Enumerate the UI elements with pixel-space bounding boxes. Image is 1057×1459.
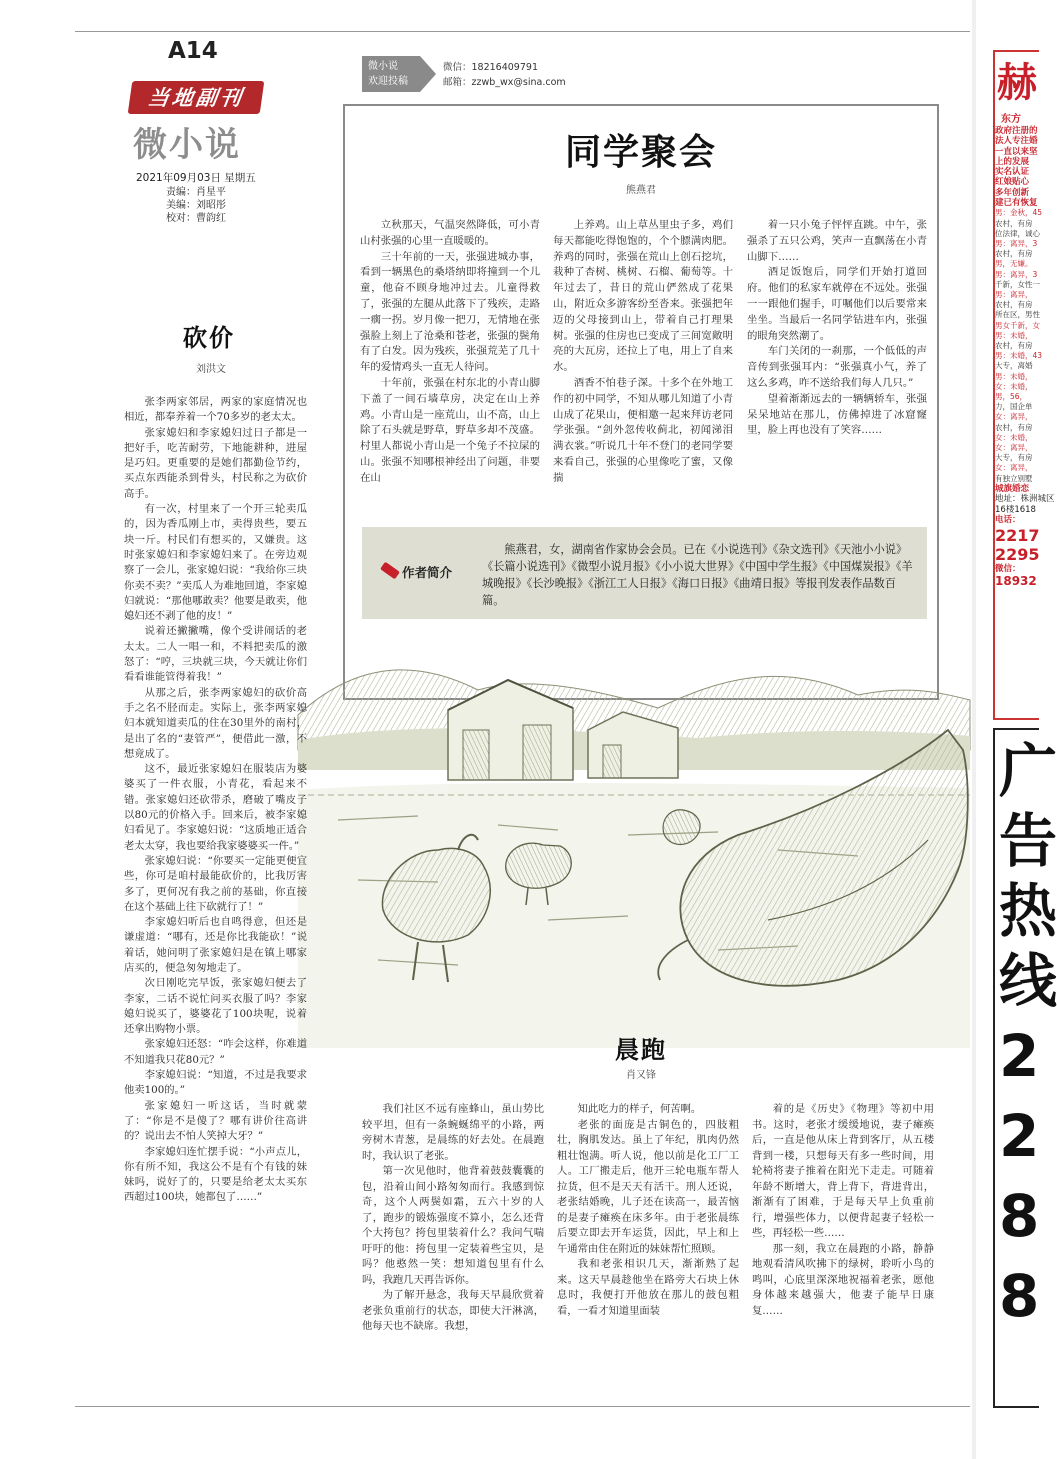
right-ad-subtitle: 东方 bbox=[1001, 114, 1021, 125]
section-title: 微小说 bbox=[133, 125, 241, 165]
ad-listing: 男：离异，3 bbox=[995, 238, 1038, 248]
bottom-story-author: 肖又锋 bbox=[626, 1070, 656, 1081]
paragraph: 知此吃力的样子，何苦啊。 bbox=[577, 1103, 702, 1115]
submission-tag-arrow bbox=[420, 56, 436, 92]
paragraph: 张家媳妇一听这话，当时就蒙了：“你是不是傻了？哪有讲价往高讲的？说出去不怕人笑掉大牙？” bbox=[124, 1099, 307, 1143]
paragraph: 我们社区不远有座蜂山，虽山势比较平坦，但有一条蜿蜒绵平的小路，两旁树木青葱，是晨练的好去处。在晨跑时，我认识了老张。 bbox=[362, 1103, 544, 1162]
ad-listing: 男：未婚， bbox=[995, 371, 1033, 381]
right-ad-brand: 赫 bbox=[997, 59, 1037, 106]
right-ad-separator bbox=[972, 0, 976, 1459]
paragraph: 我和老张相识几天，渐渐熟了起来。这天早晨趁他坐在路旁大石块上休息时，我便打开他放在那儿的鼓包粗看，一看才知道里面装 bbox=[557, 1258, 739, 1317]
main-story-column-1 bbox=[360, 218, 540, 487]
paragraph: 李家媳妇说：“知道，不过是我要求他卖100的。” bbox=[124, 1069, 307, 1097]
left-story-title: 砍价 bbox=[183, 323, 235, 352]
ad-listing: 男，无嫌。 bbox=[995, 259, 1033, 269]
column-logo-text: 当地副刊 bbox=[146, 85, 246, 110]
bottom-story-column-3 bbox=[752, 1102, 934, 1319]
ad-listing: 农村，有房 bbox=[995, 300, 1033, 310]
ad-listing: 女：离异， bbox=[995, 412, 1033, 422]
staff-editor: 责编：肖星平 bbox=[166, 187, 226, 198]
paragraph: 三十年前的一天，张强进城办事，看到一辆黑色的桑塔纳即将撞到一个儿童，他奋不顾身地冲过去。儿童得救了，张强的左腿从此落下了残疾，走路一瘸一拐。岁月像一把刀，无情地在张强脸上刻上了沧桑和苍老，张强的鬓角有了白发。因为残疾，张强荒芜了几十年的爱情鸡头一直无人待问。 bbox=[360, 250, 540, 374]
ad-line: 法人专注婚 bbox=[995, 136, 1038, 147]
paragraph: 说着还撇撇嘴，像个受讲闹话的老太太。二人一唱一和，不料把卖瓜的激怒了：“哼，三块就三块，今天就让你们看看谁能管得着我！” bbox=[124, 625, 307, 684]
paragraph: 为了解开悬念，我每天早晨欣赏着老张负重前行的状态，即使大汗淋漓，他每天也不缺席。我想， bbox=[362, 1289, 544, 1332]
bottom-story-title: 晨跑 bbox=[615, 1035, 667, 1064]
ad-listing: 农村，有房 bbox=[995, 422, 1033, 432]
ad-line: 一直以来坚 bbox=[995, 146, 1038, 157]
ad-contact-label: 城旗婚恋 bbox=[995, 483, 1030, 494]
paragraph: 酒香不怕巷子深。十多个在外地工作的初中同学，不知从哪儿知道了小青山成了花果山，便相邀一起来拜访老同学张强。“剑外忽传收蓟北，初闻涕泪满衣裳。”听说几十年不登门的老同学要来看自己，张强的心里像吃了蜜，又像揣 bbox=[553, 376, 733, 484]
bottom-story-column-1 bbox=[362, 1102, 544, 1335]
paragraph: 张李两家邻居，两家的家庭情况也相近，都奉养着一个70多岁的老太太。 bbox=[124, 396, 307, 424]
paragraph: 立秋那天，气温突然降低，可小青山村张强的心里一直暖暖的。 bbox=[360, 219, 540, 247]
main-story-column-3 bbox=[747, 218, 927, 439]
author-intro-label: 作者简介 bbox=[402, 565, 453, 580]
paragraph: 张家媳妇说：“你要买一定能更便宜些，你可是咱村最能砍价的，比我厉害多了，更何况有我之前的基础，你直接在这个基础上往下砍就行了！” bbox=[124, 854, 307, 913]
ad-listing: 农村，有房 bbox=[995, 341, 1033, 351]
main-story-author: 熊燕君 bbox=[626, 185, 656, 196]
paragraph: 着一只小兔子怦怦直跳。中午，张强杀了五只公鸡，笑声一直飘荡在小青山脚下…… bbox=[747, 219, 927, 263]
left-story-author: 刘洪文 bbox=[196, 364, 226, 375]
ad-listing: 男：离异，3 bbox=[995, 269, 1038, 279]
ad-line: 实名认证 bbox=[995, 167, 1030, 178]
ad-line: 政府注册的 bbox=[995, 126, 1038, 136]
ad-line: 上的发展 bbox=[995, 156, 1030, 167]
right-ad-big-text: 广告热线 bbox=[999, 737, 1057, 1015]
paragraph: 车门关闭的一刹那，一个低低的声音传到张强耳内：“张强真小气，养了这么多鸡，咋不送给我们每人几只。” bbox=[747, 345, 927, 389]
submission-email: 邮箱：zzwb_wx@sina.com bbox=[443, 77, 566, 88]
paragraph: 着的是《历史》《物理》等初中用书。这时，老张才缓缓地说，妻子瘫痪后，一直是他从床上背到客厅，从五楼背到一楼，只想每天有多一些时间，用轮椅将妻子推着在阳光下走走。可随着年龄不断增大，背上背下，背进背出，渐渐有了困难，于是每天早上负重前行，增强些体力，以便背起妻子轻松一些，再轻松一些…… bbox=[752, 1103, 934, 1239]
submission-contact bbox=[443, 60, 566, 90]
top-rule bbox=[75, 31, 970, 32]
ad-listing: 男：金秋，45 bbox=[995, 208, 1043, 218]
ad-listing: 男：未婚， bbox=[995, 330, 1033, 340]
right-ad-top bbox=[993, 50, 1055, 720]
submission-tag-line1: 微小说 bbox=[368, 61, 398, 72]
ad-listing: 女：离异， bbox=[995, 443, 1033, 453]
right-ad-listings bbox=[995, 208, 1043, 483]
page-number: A14 bbox=[168, 38, 218, 64]
ad-listing: 男女千新，女 bbox=[995, 320, 1040, 330]
left-story-body bbox=[124, 395, 307, 1206]
ad-listing: 女：离异， bbox=[995, 463, 1033, 473]
ad-line: 多年创新 bbox=[995, 187, 1030, 198]
date-line: 2021年09月03日 星期五 bbox=[136, 172, 256, 184]
ad-listing: 女：未婚， bbox=[995, 432, 1033, 442]
paragraph: 第一次见他时，他背着鼓鼓囊囊的包，沿着山间小路匆匆而行。我感到惊奇，这个人两鬓如霜，五六十岁的人了，跑步的锻炼强度不算小，怎么还背个大挎包？挎包里装着什么？我问气喘吁吁的他：挎包里一定装着些宝贝，是吗？他憨然一笑：想知道包里有什么吗，我跑几天再告诉你。 bbox=[362, 1165, 544, 1286]
main-story-title: 同学聚会 bbox=[564, 131, 717, 173]
ad-listing: 大专，离婚 bbox=[995, 361, 1033, 371]
paragraph: 张家媳妇还怒：“咋会这样，你难道不知道我只花80元？” bbox=[124, 1038, 307, 1066]
ad-address: 地址：株洲城区 bbox=[995, 494, 1055, 505]
right-ad-phone-2: 2295 bbox=[995, 544, 1040, 564]
ad-listing: 力，国企单 bbox=[995, 402, 1033, 412]
bottom-story-column-2 bbox=[557, 1102, 739, 1319]
paragraph: 李家媳妇连忙摆手说：“小声点儿，你有所不知，我这公不是有个有钱的妹妹吗，说好了的，只要是给老太太买东西超过100块，她都包了……” bbox=[124, 1145, 307, 1204]
paragraph: 望着渐渐远去的一辆辆轿车，张强呆呆地站在那儿，仿佛掉进了冰窟窿里，脸上再也没有了笑容…… bbox=[747, 392, 927, 437]
ad-floor: 16楼1618 bbox=[995, 504, 1036, 515]
ad-listing: 有独立别墅 bbox=[995, 473, 1033, 483]
paragraph: 从那之后，张李两家媳妇的砍价高手之名不胫而走。实际上，张李两家媳妇本就知道卖瓜的住在30里外的南村，是出了名的“妻管严”，便借此一激，不想竟成了。 bbox=[124, 686, 307, 760]
right-ad-bottom bbox=[993, 728, 1057, 1408]
ad-listing: 所在区，男性 bbox=[995, 310, 1040, 320]
submission-wechat: 微信：18216409791 bbox=[443, 62, 538, 73]
paragraph: 酒足饭饱后，同学们开始打道回府。他们的私家车就停在不远处。张强一一跟他们握手，叮嘱他们以后要常来坐坐。当最后一名同学钻进车内，张强的眼角突然潮了。 bbox=[747, 266, 927, 342]
bottom-rule bbox=[75, 1406, 970, 1407]
paragraph: 李家媳妇听后也自鸣得意，但还是谦虚道：“哪有，还是你比我能砍！”说着话，她问明了张家媳妇是在镇上哪家店买的，便急匆匆地走了。 bbox=[124, 916, 307, 974]
right-ad-big-number: 2288 bbox=[999, 1022, 1040, 1330]
ad-listing: 男：未婚，43 bbox=[995, 351, 1043, 361]
farm-illustration bbox=[298, 620, 970, 1048]
paragraph: 张家媳妇和李家媳妇过日子都是一把好手，吃苦耐劳，下地能耕种，进屋是巧妇。更重要的是她们都勤俭节约，买点东西能杀到骨头，村民称之为砍价高手。 bbox=[124, 426, 307, 500]
right-ad-wechat-label: 微信： bbox=[995, 563, 1021, 574]
column-logo bbox=[128, 81, 265, 114]
hen-far bbox=[663, 810, 700, 845]
ad-listing: 男，56， bbox=[995, 392, 1028, 402]
main-story-column-2 bbox=[553, 218, 733, 487]
paragraph: 上养鸡。山上草丛里虫子多，鸡们每天都能吃得饱饱的，个个膘满肉肥。养鸡的同时，张强在荒山上创石挖坑，栽种了杏树、桃树、石榴、葡萄等。十年过去了，昔日的荒山俨然成了花果山，附近众多游客纷至沓来。张强把年迈的父母接到山上，带着自己打理果树。张强的住房也已变成了三间宽敞明亮的大瓦房，还拉上了电，用上了自来水。 bbox=[553, 219, 733, 374]
submission-tag-line2: 欢迎投稿 bbox=[368, 76, 408, 87]
right-ad-intro bbox=[995, 126, 1039, 208]
paragraph: 那一刻，我立在晨跑的小路，静静地观看清风吹拂下的绿树，聆听小鸟的鸣叫，心底里深深地祝福着老张，愿他身体越来越强大，他妻子能早日康复…… bbox=[752, 1242, 934, 1317]
staff-proofreader: 校对：曹韵红 bbox=[166, 213, 226, 224]
ad-listing: 大专，有房 bbox=[995, 453, 1033, 463]
submission-tag bbox=[362, 56, 420, 92]
ad-line: 建已有恢复 bbox=[995, 198, 1038, 209]
ad-line: 红娘贴心 bbox=[995, 177, 1030, 188]
right-ad-phone-1: 2217 bbox=[995, 525, 1040, 545]
ad-phone-label: 电话： bbox=[995, 515, 1021, 526]
right-ad-contact bbox=[995, 483, 1055, 526]
staff-list bbox=[166, 186, 226, 225]
paragraph: 有一次，村里来了一个开三轮卖瓜的，因为香瓜刚上市，卖得贵些，要五块一斤。村民们有想买的，又嫌贵。这时张家媳妇和李家媳妇来了。在旁边观察了一会儿，张家媳妇说：“我给你三块你卖不卖？”卖瓜人为难地回道，李家媳妇就说：“那他哪敢卖？他要是敢卖，他媳妇还不剥了他的皮！” bbox=[124, 503, 307, 623]
staff-designer: 美编：刘昭彤 bbox=[166, 200, 226, 211]
paragraph: 十年前，张强在村东北的小青山脚下盖了一间石墙草房，决定在山上养鸡。小青山是一座荒山，山不高，山上除了石头就是野草，野草多却不茂盛。村里人都说小青山是一个兔子不拉屎的山。张强不知哪根神经出了问题，非要在山 bbox=[360, 376, 540, 484]
ad-listing: 位法律，诚心 bbox=[995, 228, 1040, 238]
author-intro-text: 熊燕君，女，湖南省作家协会会员。已在《小说选刊》《杂文选刊》《天池小小说》《长篇小说选刊》《微型小说月报》《小小说大世界》《中国中学生报》《中国煤炭报》《羊城晚报》《长沙晚报》《浙江工人日报》《海口日报》《曲靖日报》等报刊发表作品数百篇。 bbox=[482, 543, 913, 607]
ad-listing: 农村，有房 bbox=[995, 249, 1033, 259]
paragraph: 次日刚吃完早饭，张家媳妇便去了李家，二话不说忙问买衣服了吗？李家媳妇说买了，婆婆花了100块呢，说着还拿出购物小票。 bbox=[124, 977, 307, 1036]
ad-listing: 男：离异， bbox=[995, 290, 1033, 299]
ad-listing: 女：未婚， bbox=[995, 381, 1033, 391]
ad-listing: 千新，女性一 bbox=[995, 279, 1040, 289]
right-ad-wechat: 18932 bbox=[995, 573, 1037, 588]
paragraph: 老张的面庞是古铜色的，四肢粗壮，胸肌发达。虽上了年纪，肌肉仍然粗壮饱满。听人说，他以前是化工厂工人。工厂搬走后，他开三轮电瓶车帮人拉货，但不是天天有活干。刑人还说，老张结婚晚，儿子还在读高一，最苦恼的是妻子瘫痪在床多年。由于老张晨练后要立即去开车运货，因此，早上和上午通常由住在附近的妹妹帮忙照顾。 bbox=[557, 1118, 739, 1255]
ad-listing: 农村，有房 bbox=[995, 218, 1033, 228]
paragraph: 这不，最近张家媳妇在服装店为婆婆买了一件衣服，小青花，看起来不错。张家媳妇还砍带杀，磨破了嘴皮子以80元的价格入手。回来后，被李家媳妇看见了。李家媳妇说：“这质地正适合老太太穿，我也要给我家婆婆买一件。” bbox=[124, 763, 307, 852]
